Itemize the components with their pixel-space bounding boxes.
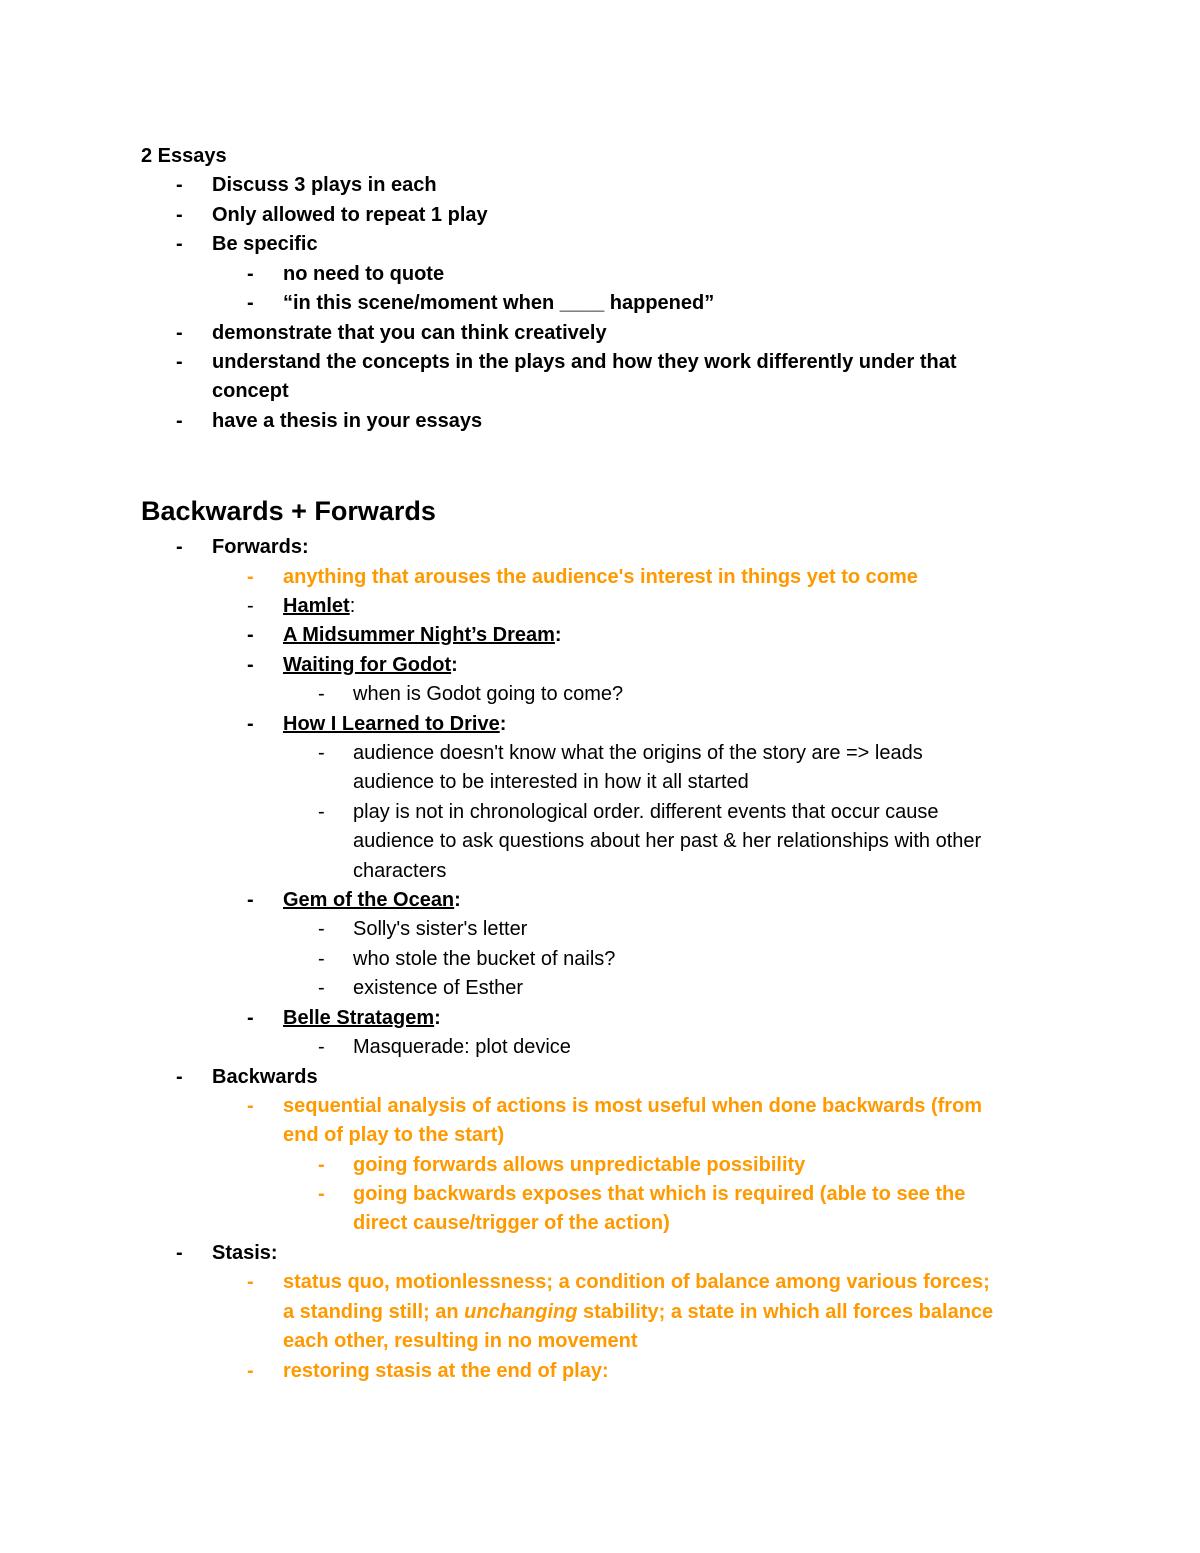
bullet-dash: - — [176, 322, 183, 344]
bullet-dash: - — [247, 566, 254, 588]
bullet-dash: - — [318, 918, 325, 940]
gem-note-3: existence of Esther — [353, 977, 524, 999]
bullet-dash: - — [318, 948, 325, 970]
stasis-def-line-3: each other, resulting in no movement — [283, 1330, 638, 1352]
colon: : — [451, 654, 458, 676]
bullet-dash: - — [318, 977, 325, 999]
stasis-def-pre: a standing still; an — [283, 1301, 465, 1323]
drive-note-1-line-1: audience doesn't know what the origins of the story are => leads — [353, 742, 923, 764]
stasis-label: Stasis: — [212, 1242, 278, 1264]
bullet-dash: - — [247, 889, 254, 911]
essay-item-4: demonstrate that you can think creatively — [212, 322, 607, 344]
colon: : — [499, 713, 507, 735]
bullet-dash: - — [176, 1242, 183, 1264]
play-drive-line — [283, 709, 506, 739]
drive-note-2-line-2: audience to ask questions about her past & her relationships with other — [353, 830, 982, 852]
bullet-dash: - — [247, 713, 254, 735]
drive-note-1-line-2: audience to be interested in how it all started — [353, 771, 749, 793]
stasis-def-line-2 — [283, 1297, 993, 1327]
backwards-def-line-1: sequential analysis of actions is most useful when done backwards (from — [283, 1095, 983, 1117]
backwards-def-line-2: end of play to the start) — [283, 1124, 505, 1146]
play-title-hamlet: Hamlet — [283, 595, 350, 617]
bullet-dash: - — [247, 1007, 254, 1029]
backwards-sub-2-line-1: going backwards exposes that which is required (able to see the — [353, 1183, 966, 1205]
play-title-belle: Belle Stratagem — [283, 1007, 435, 1029]
drive-note-2-line-1: play is not in chronological order. different events that occur cause — [353, 801, 939, 823]
play-midsummer-line — [283, 620, 562, 650]
bullet-dash: - — [318, 1154, 325, 1176]
essay-item-1: Discuss 3 plays in each — [212, 174, 437, 196]
play-gem-line — [283, 885, 461, 915]
bullet-dash: - — [176, 536, 183, 558]
colon: : — [349, 595, 356, 617]
section-heading: Backwards + Forwards — [141, 496, 436, 526]
bullet-dash: - — [176, 233, 183, 255]
bullet-dash: - — [318, 742, 325, 764]
belle-note: Masquerade: plot device — [353, 1036, 571, 1058]
essay-item-5-line-2: concept — [212, 380, 289, 402]
bullet-dash: - — [176, 1066, 183, 1088]
forwards-label: Forwards: — [212, 536, 309, 558]
gem-note-2: who stole the bucket of nails? — [353, 948, 616, 970]
play-hamlet-line — [283, 591, 355, 621]
stasis-def-emphasis: unchanging — [464, 1301, 578, 1323]
bullet-dash: - — [176, 174, 183, 196]
stasis-def-line-1: status quo, motionlessness; a condition of balance among various forces; — [283, 1271, 990, 1293]
bullet-dash: - — [318, 1183, 325, 1205]
play-title-gem: Gem of the Ocean — [283, 889, 455, 911]
bullet-dash: - — [176, 410, 183, 432]
colon: : — [434, 1007, 441, 1029]
bullet-dash: - — [318, 1036, 325, 1058]
bullet-dash: - — [247, 595, 254, 617]
play-title-midsummer: A Midsummer Night’s Dream — [283, 624, 555, 646]
colon: : — [554, 624, 562, 646]
bullet-dash: - — [318, 683, 325, 705]
essay-item-6: have a thesis in your essays — [212, 410, 483, 432]
bullet-dash: - — [247, 624, 254, 646]
bullet-dash: - — [247, 1095, 254, 1117]
godot-note: when is Godot going to come? — [353, 683, 624, 705]
stasis-def-post: stability; a state in which all forces balance — [577, 1301, 994, 1323]
drive-note-2-line-3: characters — [353, 860, 447, 882]
backwards-label: Backwards — [212, 1066, 318, 1088]
bullet-dash: - — [176, 204, 183, 226]
essay-item-3: Be specific — [212, 233, 318, 255]
bullet-dash: - — [247, 263, 254, 285]
stasis-restore: restoring stasis at the end of play: — [283, 1360, 609, 1382]
play-belle-line — [283, 1003, 441, 1033]
play-title-drive: How I Learned to Drive — [283, 713, 500, 735]
play-title-godot: Waiting for Godot — [283, 654, 452, 676]
colon: : — [454, 889, 461, 911]
gem-note-1: Solly's sister's letter — [353, 918, 528, 940]
bullet-dash: - — [176, 351, 183, 373]
forwards-definition: anything that arouses the audience's interest in things yet to come — [283, 566, 918, 588]
bullet-dash: - — [247, 654, 254, 676]
backwards-sub-2-line-2: direct cause/trigger of the action) — [353, 1212, 670, 1234]
essay-item-5-line-1: understand the concepts in the plays and how they work differently under that — [212, 351, 957, 373]
bullet-dash: - — [247, 292, 254, 314]
essay-subitem-2: “in this scene/moment when ____ happened” — [283, 292, 715, 314]
intro-title: 2 Essays — [141, 145, 227, 167]
play-godot-line — [283, 650, 458, 680]
bullet-dash: - — [247, 1360, 254, 1382]
bullet-dash: - — [247, 1271, 254, 1293]
essay-item-2: Only allowed to repeat 1 play — [212, 204, 488, 226]
essay-subitem-1: no need to quote — [283, 263, 445, 285]
bullet-dash: - — [318, 801, 325, 823]
backwards-sub-1: going forwards allows unpredictable possibility — [353, 1154, 806, 1176]
